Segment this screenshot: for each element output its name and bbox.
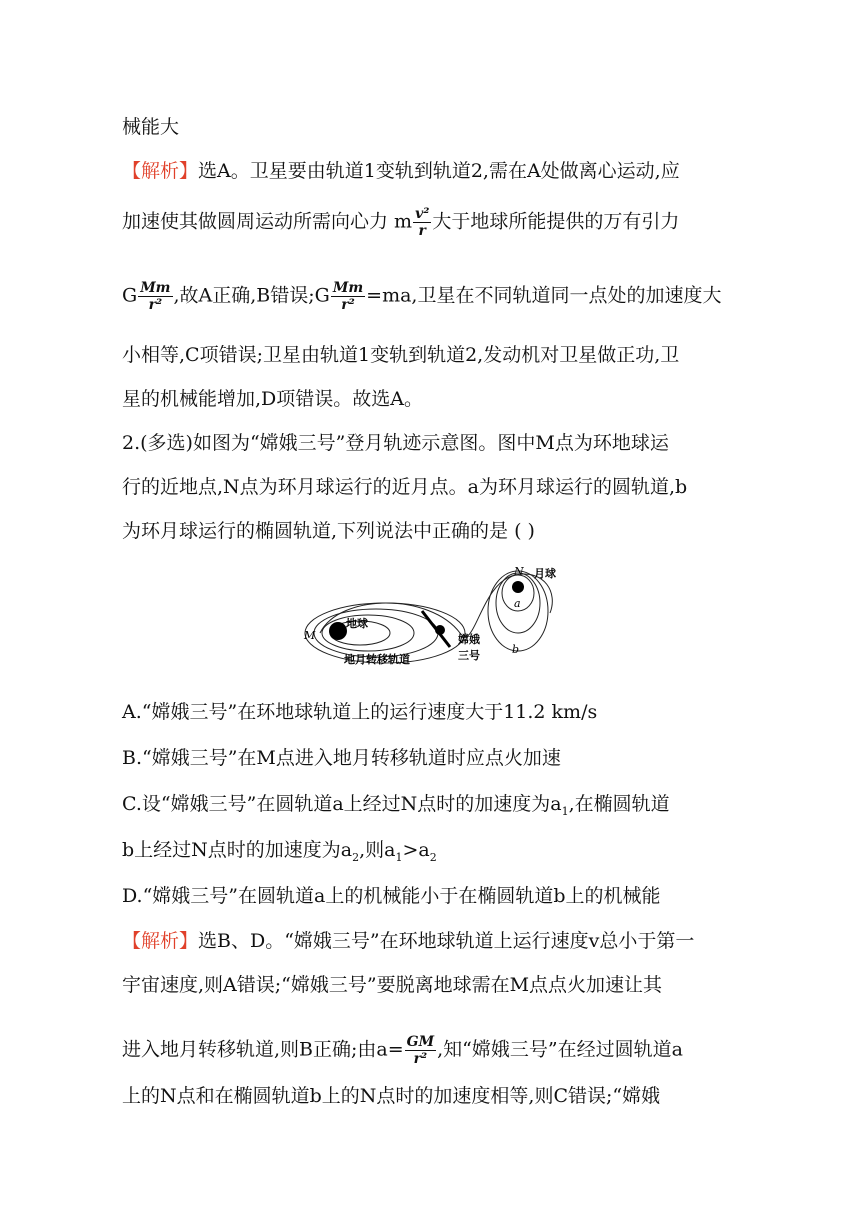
text-line: 械能大 — [122, 116, 180, 138]
question-line: 2.(多选)如图为“嫦娥三号”登月轨迹示意图。图中M点为环地球运 — [122, 432, 669, 454]
question-line: 为环月球运行的椭圆轨道,下列说法中正确的是 ( ) — [122, 520, 535, 542]
earth-icon — [329, 622, 347, 640]
orbit-diagram — [300, 563, 560, 673]
probe-label-1: 嫦娥 — [458, 633, 480, 646]
earth-label: 地球 — [346, 617, 368, 630]
probe-label-2: 三号 — [458, 649, 480, 662]
point-n-label: N — [514, 565, 524, 578]
option-a: A.“嫦娥三号”在环地球轨道上的运行速度大于11.2 km/s — [122, 701, 598, 723]
point-m-label: M — [304, 629, 316, 642]
analysis-tag: 【解析】 — [122, 160, 199, 182]
fraction-v2-over-r: $\frac{\text{v²}}{r}$ — [415, 206, 430, 239]
orbit-a-label: a — [514, 597, 521, 610]
text-line: 上的N点和在椭圆轨道b上的N点时的加速度相等,则C错误;“嫦娥 — [122, 1085, 661, 1107]
option-c-cont: b上经过N点时的加速度为$a_2$,则$a_1>a_2$ — [122, 839, 437, 864]
fraction-mm-over-r2: $\frac{Mm}{\text{r²}}$ — [332, 280, 364, 313]
probe-icon — [435, 625, 445, 635]
fraction-gm-over-r2: $\frac{GM}{\text{r²}}$ — [406, 1034, 435, 1067]
analysis-line: 【解析】选B、D。“嫦娥三号”在环地球轨道上运行速度v总小于第一 — [122, 930, 695, 952]
moon-label: 月球 — [534, 567, 556, 580]
question-line: 行的近地点,N点为环月球运行的近月点。a为环月球运行的圆轨道,b — [122, 476, 688, 498]
text-line: 进入地月转移轨道,则B正确;由a= $\frac{GM}{\text{r²}}$ ,知“嫦娥三号”在经过圆轨道a — [122, 1034, 683, 1067]
option-c: C.设“嫦娥三号”在圆轨道a上经过N点时的加速度为$a_1$,在椭圆轨道 — [122, 793, 670, 818]
text-line: 星的机械能增加,D项错误。故选A。 — [122, 388, 423, 410]
text-line: 小相等,C项错误;卫星由轨道1变轨到轨道2,发动机对卫星做正功,卫 — [122, 344, 680, 366]
text-line: 加速使其做圆周运动所需向心力 m $\frac{\text{v²}}{r}$ 大于地球所能提供的万有引力 — [122, 206, 680, 239]
fraction-mm-over-r2: $\frac{Mm}{\text{r²}}$ — [140, 280, 171, 313]
option-b: B.“嫦娥三号”在M点进入地月转移轨道时应点火加速 — [122, 747, 561, 769]
analysis-tag: 【解析】 — [122, 930, 199, 952]
text-line: G $\frac{Mm}{\text{r²}}$ ,故A正确,B错误;G $\frac{Mm}{\text{r²}}$ =ma,卫星在不同轨道同一点处的加速度大 — [122, 280, 722, 313]
orbit-b-label: b — [512, 643, 520, 656]
option-d: D.“嫦娥三号”在圆轨道a上的机械能小于在椭圆轨道b上的机械能 — [122, 885, 661, 907]
transfer-orbit-label: 地月转移轨道 — [344, 653, 410, 666]
analysis-line: 【解析】选A。卫星要由轨道1变轨到轨道2,需在A处做离心运动,应 — [122, 160, 680, 182]
text-line: 宇宙速度,则A错误;“嫦娥三号”要脱离地球需在M点点火加速让其 — [122, 974, 663, 996]
moon-icon — [512, 581, 524, 593]
